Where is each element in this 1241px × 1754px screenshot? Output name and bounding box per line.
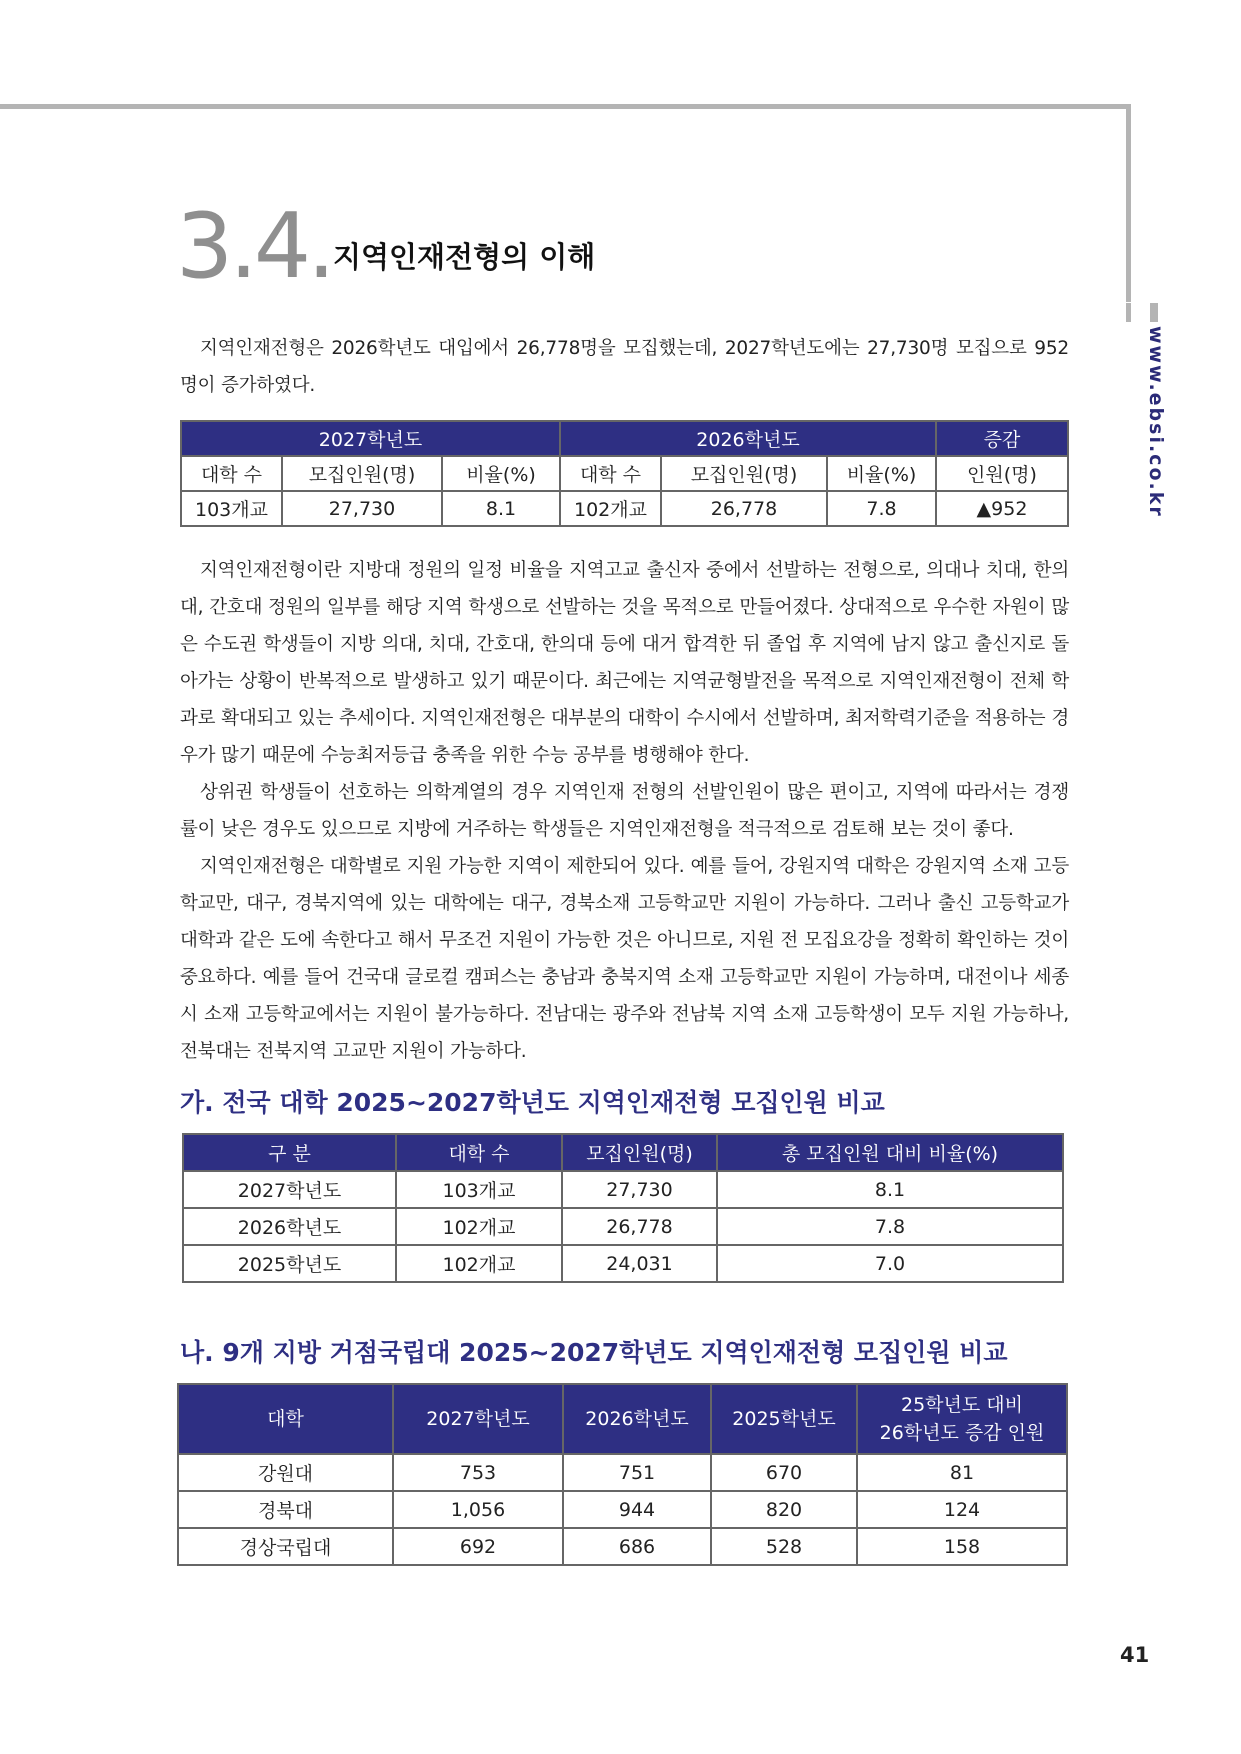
- header-cell: 모집인원(명): [562, 1134, 717, 1171]
- header-cell: 구 분: [183, 1134, 396, 1171]
- body-paragraph-1: 지역인재전형이란 지방대 정원의 일정 비율을 지역고교 출신자 중에서 선발하는 전형으로, 의대나 치대, 한의대, 간호대 정원의 일부를 해당 지역 학생으로 선발하는 것을 목적으로 만들어졌다. 상대적으로 우수한 자원이 많은 수도권 학생들이 지방 의대, 치대, 간호대, 한의대 등에 대거 합격한 뒤 졸업 후 지역에 남지 않고 출신지로 돌아가는 상황이 반복적으로 발생하고 있기 때문이다. 최근에는 지역균형발전을 목적으로 지역인재전형이 전체 학과로 확대되고 있는 추세이다. 지역인재전형은 대부분의 대학이 수시에서 선발하며, 최저학력기준을 적용하는 경우가 많기 때문에 수능최저등급 충족을 위한 수능 공부를 병행해야 한다.: [180, 560, 1069, 766]
- table-header-row: [181, 421, 1068, 456]
- frame-tick: [1150, 303, 1158, 322]
- table-cell: 경북대: [178, 1491, 393, 1528]
- table-cell: 2026학년도: [183, 1208, 396, 1245]
- table-row: [178, 1491, 1067, 1528]
- table-cell: ▲952: [936, 491, 1068, 526]
- subheader-cell: 대학 수: [181, 456, 282, 491]
- table-cell: 102개교: [560, 491, 661, 526]
- intro-paragraph: [180, 330, 1069, 404]
- table-cell: 124: [857, 1491, 1067, 1528]
- side-url[interactable]: www.ebsi.co.kr: [1145, 326, 1167, 518]
- table-cell: 1,056: [393, 1491, 563, 1528]
- frame-right-line-lower: [1126, 303, 1131, 322]
- header-cell: 대학 수: [396, 1134, 562, 1171]
- table-cell: 158: [857, 1528, 1067, 1565]
- national-table: [182, 1133, 1064, 1283]
- table-subheader-row: [181, 456, 1068, 491]
- table-cell: 24,031: [562, 1245, 717, 1282]
- header-cell: [857, 1384, 1067, 1454]
- header-cell: 2027학년도: [393, 1384, 563, 1454]
- subheader-cell: 모집인원(명): [661, 456, 827, 491]
- body-paragraph-2: 상위권 학생들이 선호하는 의학계열의 경우 지역인재 전형의 선발인원이 많은 편이고, 지역에 따라서는 경쟁률이 낮은 경우도 있으므로 지방에 거주하는 학생들은 지역인재전형을 적극적으로 검토해 보는 것이 좋다.: [180, 782, 1069, 840]
- table-cell: 7.8: [827, 491, 936, 526]
- header-change: 증감: [936, 421, 1068, 456]
- table-cell: 528: [711, 1528, 857, 1565]
- table-cell: 경상국립대: [178, 1528, 393, 1565]
- table-cell: 강원대: [178, 1454, 393, 1491]
- table-cell: 27,730: [282, 491, 442, 526]
- table-cell: 102개교: [396, 1245, 562, 1282]
- header-cell: 대학: [178, 1384, 393, 1454]
- table-row: [181, 491, 1068, 526]
- table-header-row: [178, 1384, 1067, 1454]
- header-cell: 2025학년도: [711, 1384, 857, 1454]
- frame-right-line: [1126, 104, 1131, 302]
- subheader-cell: 비율(%): [827, 456, 936, 491]
- subheader-cell: 비율(%): [442, 456, 560, 491]
- table-cell: 753: [393, 1454, 563, 1491]
- header-line-1: 25학년도 대비: [901, 1394, 1023, 1416]
- table-row: [183, 1245, 1063, 1282]
- frame-top-line: [0, 104, 1131, 109]
- table-cell: 670: [711, 1454, 857, 1491]
- table-cell: 27,730: [562, 1171, 717, 1208]
- table-cell: 820: [711, 1491, 857, 1528]
- table-cell: 692: [393, 1528, 563, 1565]
- table-cell: 2025학년도: [183, 1245, 396, 1282]
- table-row: [183, 1171, 1063, 1208]
- table-cell: 686: [563, 1528, 711, 1565]
- body-text: [180, 552, 1069, 1070]
- table-cell: 2027학년도: [183, 1171, 396, 1208]
- table-cell: 26,778: [661, 491, 827, 526]
- subheader-cell: 대학 수: [560, 456, 661, 491]
- table-cell: 103개교: [181, 491, 282, 526]
- summary-table: [180, 420, 1069, 527]
- subsection-ga-title: 가. 전국 대학 2025~2027학년도 지역인재전형 모집인원 비교: [180, 1088, 885, 1117]
- section-title: 지역인재전형의 이해: [333, 240, 596, 274]
- table-cell: 8.1: [442, 491, 560, 526]
- national-univ-table: [177, 1383, 1068, 1566]
- subsection-na-title: 나. 9개 지방 거점국립대 2025~2027학년도 지역인재전형 모집인원 비교: [180, 1338, 1008, 1367]
- body-paragraph-3: 지역인재전형은 대학별로 지원 가능한 지역이 제한되어 있다. 예를 들어, 강원지역 대학은 강원지역 소재 고등학교만, 대구, 경북지역에 있는 대학에는 대구, 경북소재 고등학교만 지원이 가능하다. 그러나 출신 고등학교가 대학과 같은 도에 속한다고 해서 무조건 지원이 가능한 것은 아니므로, 지원 전 모집요강을 정확히 확인하는 것이 중요하다. 예를 들어 건국대 글로컬 캠퍼스는 충남과 충북지역 소재 고등학교만 지원이 가능하며, 대전이나 세종시 소재 고등학교에서는 지원이 불가능하다. 전남대는 광주와 전남북 지역 소재 고등학생이 모두 지원 가능하나, 전북대는 전북지역 고교만 지원이 가능하다.: [180, 856, 1069, 1062]
- table-cell: 103개교: [396, 1171, 562, 1208]
- table-cell: 944: [563, 1491, 711, 1528]
- header-cell: 2026학년도: [563, 1384, 711, 1454]
- header-2027: 2027학년도: [181, 421, 560, 456]
- table-cell: 26,778: [562, 1208, 717, 1245]
- table-cell: 8.1: [717, 1171, 1063, 1208]
- subheader-cell: 모집인원(명): [282, 456, 442, 491]
- section-number: 3.4.: [176, 194, 332, 299]
- table-cell: 751: [563, 1454, 711, 1491]
- header-line-2: 26학년도 증감 인원: [879, 1422, 1045, 1444]
- table-cell: 102개교: [396, 1208, 562, 1245]
- table-cell: 7.0: [717, 1245, 1063, 1282]
- table-cell: 81: [857, 1454, 1067, 1491]
- subheader-cell: 인원(명): [936, 456, 1068, 491]
- header-cell: 총 모집인원 대비 비율(%): [717, 1134, 1063, 1171]
- table-row: [178, 1528, 1067, 1565]
- page-number: 41: [1120, 1643, 1150, 1667]
- table-cell: 7.8: [717, 1208, 1063, 1245]
- intro-text: 지역인재전형은 2026학년도 대입에서 26,778명을 모집했는데, 2027학년도에는 27,730명 모집으로 952명이 증가하였다.: [180, 338, 1069, 396]
- table-row: [178, 1454, 1067, 1491]
- table-header-row: [183, 1134, 1063, 1171]
- header-2026: 2026학년도: [560, 421, 936, 456]
- table-row: [183, 1208, 1063, 1245]
